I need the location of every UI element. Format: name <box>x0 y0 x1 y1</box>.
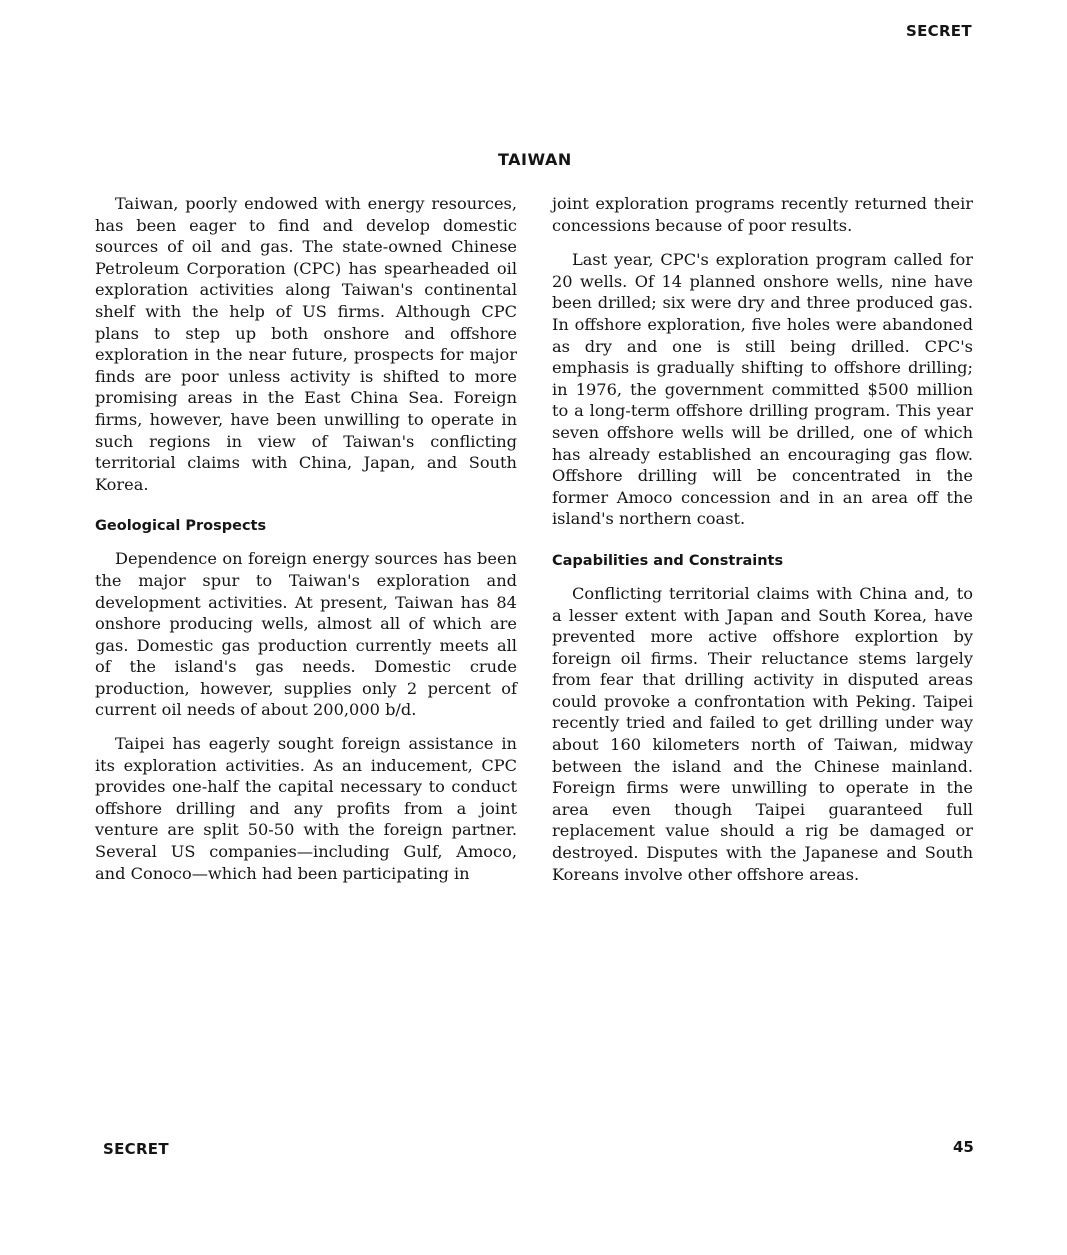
page-title: TAIWAN <box>498 150 572 169</box>
classification-marking-bottom: SECRET <box>103 1140 169 1158</box>
conflicting-claims-paragraph: Conflicting territorial claims with China and, to a lesser extent with Japan and South Korea, have prevented more active offshore explortion by foreign oil firms. Their reluctance stems largely from fear that drilling activity in disputed areas could provoke a confrontation with Peking. Taipei recently tried and failed to get drilling under way about 160 kilometers north of Taiwan, midway between the island and the Chinese mainland. Foreign firms were unwilling to operate in the area even though Taipei guaranteed full replacement value should a rig be damaged or destroyed. Disputes with the Japanese and South Koreans involve other offshore areas. <box>552 583 973 884</box>
last-year-paragraph: Last year, CPC's exploration program called for 20 wells. Of 14 planned onshore wells, nine have been drilled; six were dry and three produced gas. In offshore exploration, five holes were abandoned as dry and one is still being drilled. CPC's emphasis is gradually shifting to offshore drilling; in 1976, the government committed $500 million to a long-term offshore drilling program. This year seven offshore wells will be drilled, one of which has already established an encouraging gas flow. Offshore drilling will be concentrated in the former Amoco concession and in an area off the island's northern coast. <box>552 250 973 529</box>
classification-marking-top: SECRET <box>906 22 972 40</box>
section-heading-geological-prospects: Geological Prospects <box>95 518 267 535</box>
dependence-paragraph: Dependence on foreign energy sources has been the major spur to Taiwan's exploration and development activities. At present, Taiwan has 84 onshore producing wells, almost all of which are gas. Domestic gas production currently meets all of the island's gas needs. Domestic crude production, however, supplies only 2 percent of current oil needs of about 200,000 b/d. <box>95 549 517 720</box>
right-column <box>552 193 973 897</box>
intro-paragraph: Taiwan, poorly endowed with energy resources, has been eager to find and develop domestic sources of oil and gas. The state-owned Chinese Petroleum Corporation (CPC) has spearheaded oil exploration activities along Taiwan's continental shelf with the help of US firms. Although CPC plans to step up both onshore and offshore exploration in the near future, prospects for major finds are poor unless activity is shifted to more promising areas in the East China Sea. Foreign firms, however, have been unwilling to operate in such regions in view of Taiwan's conflicting territorial claims with China, Japan, and South Korea. <box>95 194 517 494</box>
taipei-assistance-paragraph: Taipei has eagerly sought foreign assistance in its exploration activities. As an inducement, CPC provides one-half the capital necessary to conduct offshore drilling and any profits from a joint venture are split 50-50 with the foreign partner. Several US companies—including Gulf, Amoco, and Conoco—which had been participating in <box>95 734 517 883</box>
continued-paragraph: joint exploration programs recently returned their concessions because of poor results. <box>552 194 973 235</box>
left-column <box>95 193 517 896</box>
section-heading-capabilities-constraints: Capabilities and Constraints <box>552 552 784 569</box>
page-number: 45 <box>953 1138 974 1156</box>
